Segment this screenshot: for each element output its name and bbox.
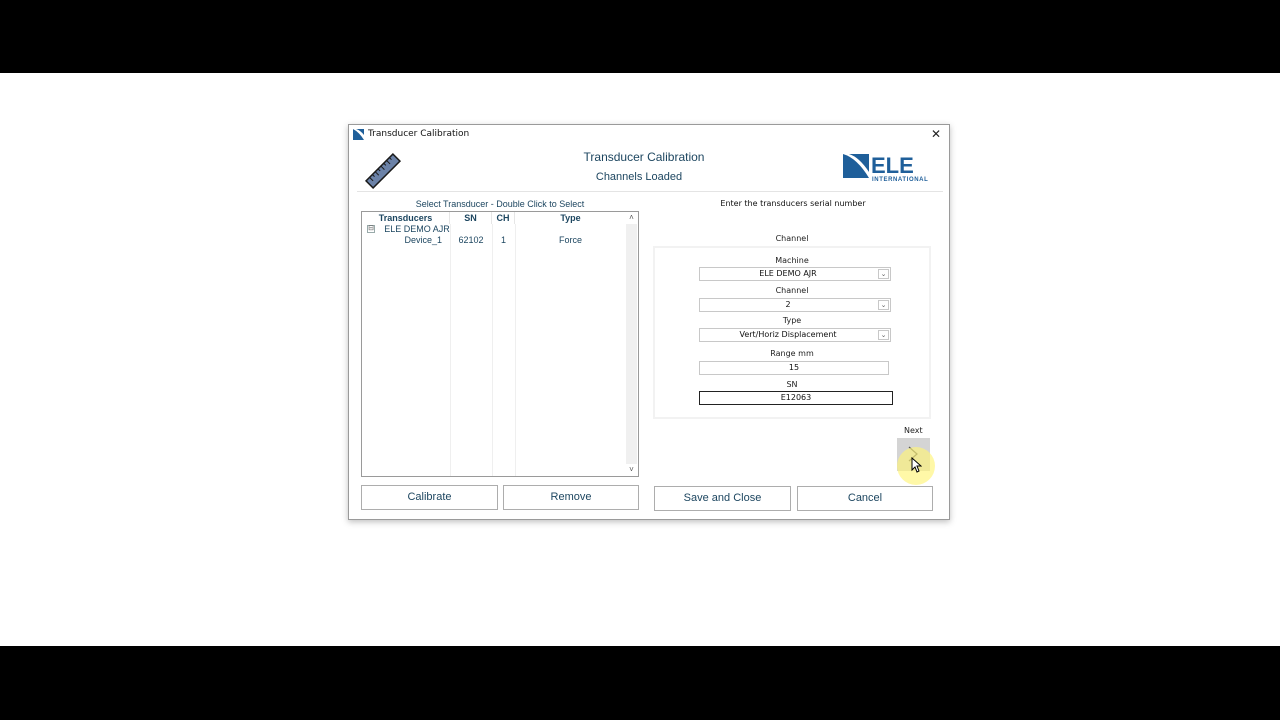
video-letterbox-bottom bbox=[0, 646, 1280, 720]
type-dropdown[interactable] bbox=[699, 328, 891, 342]
app-icon bbox=[353, 129, 364, 140]
range-input[interactable]: 15 bbox=[699, 361, 889, 375]
sn-input[interactable]: E12063 bbox=[699, 391, 893, 405]
cell-type: Force bbox=[558, 235, 582, 245]
sn-label: SN bbox=[786, 380, 798, 389]
transducer-list[interactable] bbox=[361, 211, 639, 477]
group-label: ELE DEMO AJR bbox=[384, 224, 450, 234]
chevron-down-icon[interactable]: ⌄ bbox=[878, 300, 889, 310]
column-divider bbox=[515, 224, 516, 476]
channel-group-box bbox=[653, 246, 931, 419]
scroll-down-icon[interactable]: ˅ bbox=[629, 465, 634, 474]
column-header-ch[interactable]: CH bbox=[492, 212, 515, 224]
column-divider bbox=[450, 224, 451, 476]
close-icon[interactable]: ✕ bbox=[930, 127, 942, 141]
window-title: Transducer Calibration bbox=[368, 129, 470, 139]
scroll-up-icon[interactable]: ˄ bbox=[629, 213, 634, 222]
column-divider bbox=[492, 224, 493, 476]
collapse-icon[interactable]: ⊟ bbox=[368, 225, 374, 232]
cell-ch: 1 bbox=[500, 235, 506, 245]
column-header-type[interactable]: Type bbox=[560, 213, 581, 223]
cell-sn: 62102 bbox=[458, 235, 484, 245]
channel-value: 2 bbox=[785, 300, 791, 309]
select-transducer-caption: Select Transducer - Double Click to Select bbox=[415, 199, 585, 209]
type-value: Vert/Horiz Displacement bbox=[739, 330, 837, 339]
next-label: Next bbox=[904, 426, 923, 435]
type-label: Type bbox=[782, 316, 802, 325]
channel-group-label: Channel bbox=[775, 234, 809, 243]
video-letterbox-top bbox=[0, 0, 1280, 73]
chevron-down-icon[interactable]: ⌄ bbox=[878, 269, 889, 279]
logo-text: ELE bbox=[871, 153, 914, 178]
ele-international-logo bbox=[843, 152, 939, 182]
logo-subtext: INTERNATIONAL bbox=[872, 177, 929, 182]
chevron-right-icon bbox=[906, 445, 920, 463]
column-header-sn[interactable]: SN bbox=[450, 212, 492, 224]
remove-button[interactable]: Remove bbox=[503, 485, 639, 510]
chevron-down-icon[interactable]: ⌄ bbox=[878, 330, 889, 340]
list-header bbox=[362, 212, 626, 224]
ruler-icon bbox=[363, 151, 403, 191]
column-header-transducers[interactable]: Transducers bbox=[362, 212, 450, 224]
table-row[interactable] bbox=[362, 235, 626, 246]
vertical-scrollbar[interactable] bbox=[625, 212, 638, 476]
range-label: Range mm bbox=[770, 349, 814, 358]
title-bar[interactable] bbox=[349, 125, 949, 144]
machine-dropdown[interactable] bbox=[699, 267, 891, 281]
header-divider bbox=[357, 191, 943, 192]
machine-value: ELE DEMO AJR bbox=[759, 269, 817, 278]
scrollbar-track[interactable] bbox=[626, 224, 637, 464]
channel-dropdown[interactable] bbox=[699, 298, 891, 312]
save-and-close-button[interactable]: Save and Close bbox=[654, 486, 791, 511]
cancel-button[interactable]: Cancel bbox=[797, 486, 933, 511]
machine-label: Machine bbox=[775, 256, 809, 265]
transducer-calibration-dialog bbox=[348, 124, 950, 520]
calibrate-button[interactable]: Calibrate bbox=[361, 485, 498, 510]
header-title: Transducer Calibration bbox=[583, 150, 705, 164]
status-text: Channels Loaded bbox=[595, 171, 683, 183]
next-button[interactable] bbox=[897, 438, 930, 471]
channel-label: Channel bbox=[775, 286, 809, 295]
tree-group-machine[interactable] bbox=[384, 224, 450, 235]
cell-transducer: Device_1 bbox=[404, 235, 442, 245]
serial-number-instruction: Enter the transducers serial number bbox=[720, 199, 866, 208]
